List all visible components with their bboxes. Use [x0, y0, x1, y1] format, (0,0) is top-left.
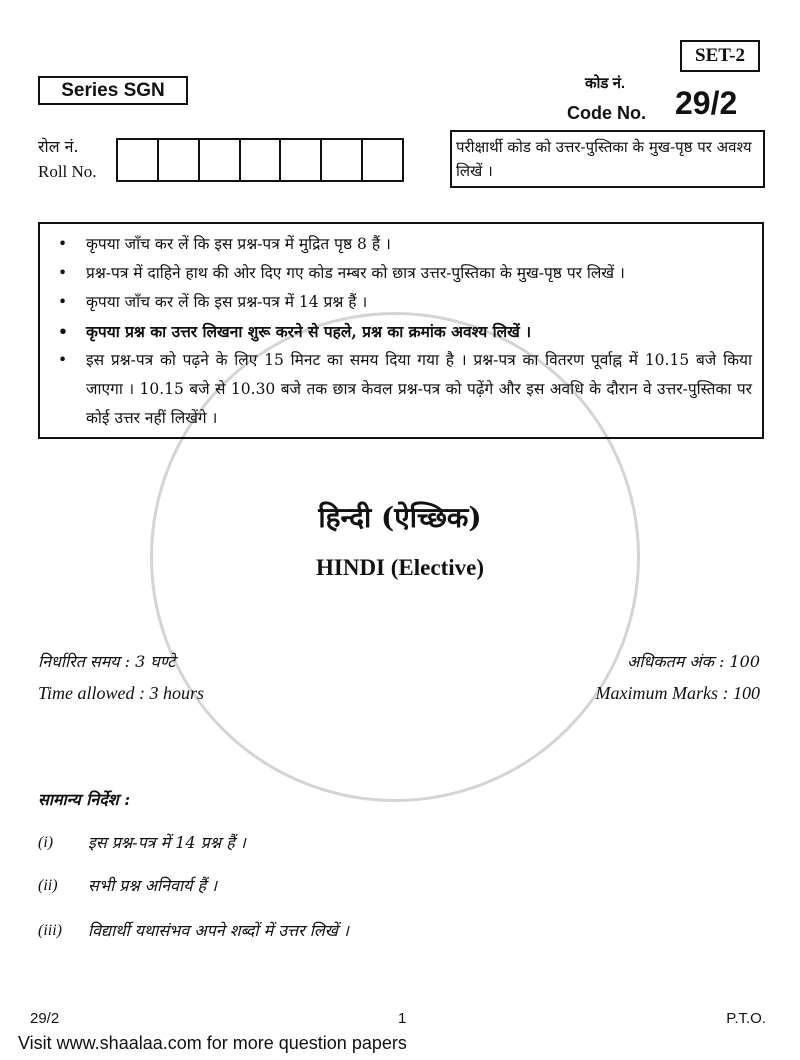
instruction-item: • प्रश्न-पत्र में दाहिने हाथ की ओर दिए गए कोड नम्बर को छात्र उत्तर-पुस्तिका के मुख-पृष्ठ पर लिखें ।: [54, 259, 752, 288]
item-number: (ii): [38, 877, 58, 894]
roll-label-hindi: रोल नं.: [38, 137, 79, 156]
instructions-box: [38, 222, 764, 439]
code-label: Code No.: [567, 103, 646, 123]
item-number: (i): [38, 834, 54, 851]
marks-english: Maximum Marks : 100: [595, 683, 760, 703]
code-note: परीक्षार्थी कोड को उत्तर-पुस्तिका के मुख-पृष्ठ पर अवश्य लिखें ।: [450, 130, 765, 188]
footer-code: 29/2: [30, 1010, 60, 1027]
time-hindi: निर्धारित समय : 3 घण्टे: [38, 652, 176, 671]
page-number: 1: [398, 1010, 407, 1027]
set-label: SET-2: [680, 40, 760, 72]
instruction-item: • कृपया प्रश्न का उत्तर लिखना शुरू करने से पहले, प्रश्न का क्रमांक अवश्य लिखें ।: [54, 317, 752, 346]
general-item: विद्यार्थी यथासंभव अपने शब्दों में उत्तर लिखें ।: [88, 921, 349, 940]
instruction-item: • कृपया जाँच कर लें कि इस प्रश्न-पत्र में 14 प्रश्न हैं ।: [54, 288, 752, 317]
visit-link[interactable]: Visit www.shaalaa.com for more question papers: [18, 1033, 407, 1053]
pto-label: P.T.O.: [726, 1010, 766, 1027]
code-number: 29/2: [675, 85, 738, 121]
marks-hindi: अधिकतम अंक : 100: [627, 652, 760, 671]
code-label-hindi: कोड नं.: [585, 75, 626, 92]
general-heading: सामान्य निर्देश :: [38, 790, 131, 809]
general-item: इस प्रश्न-पत्र में 14 प्रश्न हैं ।: [88, 833, 246, 852]
general-item: सभी प्रश्न अनिवार्य हैं ।: [88, 876, 218, 895]
instruction-item: • इस प्रश्न-पत्र को पढ़ने के लिए 15 मिनट का समय दिया गया है । प्रश्न-पत्र का वितरण पूर्वाह्न में 10.15 बजे किया जाएगा । 10.15 बजे से 10.30 बजे तक छात्र केवल प्रश्न-पत्र को पढ़ेंगे और इस अवधि के दौरान वे उत्तर-पुस्तिका पर कोई उत्तर नहीं लिखेंगे ।: [54, 346, 752, 433]
item-number: (iii): [38, 922, 62, 939]
roll-number-boxes[interactable]: [116, 138, 404, 182]
instruction-item: • कृपया जाँच कर लें कि इस प्रश्न-पत्र में मुद्रित पृष्ठ 8 हैं ।: [54, 230, 752, 259]
series-label: Series SGN: [38, 76, 188, 105]
title-hindi: हिन्दी (ऐच्छिक): [318, 501, 482, 534]
title-english: HINDI (Elective): [316, 555, 484, 580]
time-english: Time allowed : 3 hours: [38, 683, 205, 703]
roll-label: Roll No.: [38, 162, 97, 181]
